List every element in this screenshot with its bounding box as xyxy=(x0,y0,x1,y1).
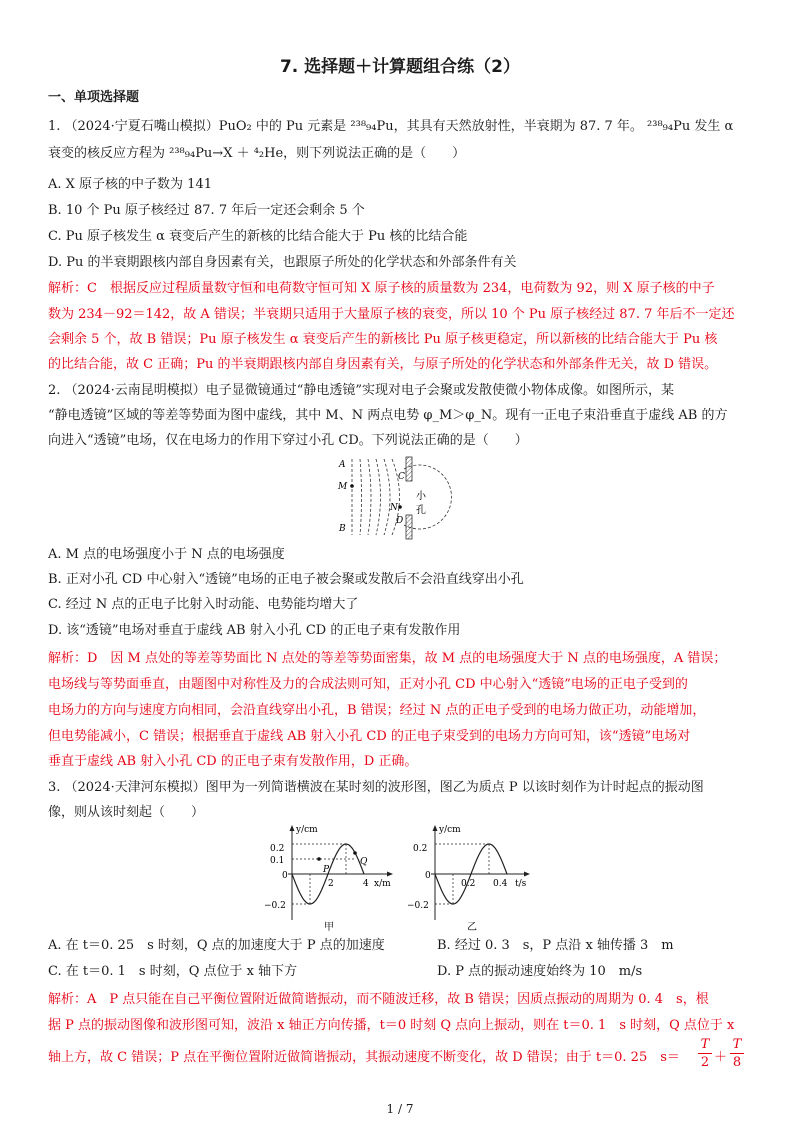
xtick-2: 2 xyxy=(328,879,334,889)
label-hole-1: 小 xyxy=(416,491,426,502)
xtick-0.2: 0.2 xyxy=(461,879,476,889)
q2-analysis-line-3: 电场力的方向与速度方向相同，会沿直线穿出小孔，B 错误；经过 N 点的正电子受到的电场力做正功，动能增加， xyxy=(48,703,706,718)
q2-analysis-line-2: 电场线与等势面垂直，由题图中对称性及力的合成法则可知，正对小孔 CD 中心射入“透镜”电场的正电子受到的 xyxy=(48,677,688,692)
label-b: B xyxy=(339,524,346,534)
point-p xyxy=(317,857,321,861)
ytick-0: 0 xyxy=(282,871,288,881)
q3-analysis-line-3: 轴上方，故 C 错误；P 点在平衡位置附近做简谐振动，其振动速度不断变化，故 D 错误；由于 t＝0. 25 s＝ xyxy=(48,1050,680,1065)
electrostatic-lens-figure xyxy=(330,455,470,540)
q3-option-b: B. 经过 0. 3 s，P 点沿 x 轴传播 3 m xyxy=(437,938,674,953)
fraction-2-denominator: 8 xyxy=(732,1055,742,1070)
q3-analysis-line-2: 据 P 点的振动图像和波形图可知，波沿 x 轴正方向传播，t＝0 时刻 Q 点向上振动，则在 t＝0. 1 s 时刻，Q 点位于 x xyxy=(48,1018,735,1033)
q2-option-c: C. 经过 N 点的正电子比射入时动能、电势能均增大了 xyxy=(48,597,359,612)
ytick-minus-0.2: −0.2 xyxy=(264,901,286,911)
fraction-1-numerator: T xyxy=(698,1036,712,1054)
x-arrow xyxy=(387,872,393,877)
q2-option-a: A. M 点的电场强度小于 N 点的电场强度 xyxy=(48,547,285,562)
vibration-graph-yi xyxy=(405,822,535,934)
y-arrow xyxy=(433,825,438,831)
q3-option-a: A. 在 t＝0. 25 s 时刻，Q 点的加速度大于 P 点的加速度 xyxy=(48,938,385,953)
label-a: A xyxy=(339,460,346,470)
page-number: 1 / 7 xyxy=(386,1102,414,1116)
point-q xyxy=(353,851,357,855)
fraction-1 xyxy=(698,1036,712,1071)
q1-analysis-line-4: 的比结合能，故 C 正确；Pu 的半衰期跟核内部自身因素有关，与原子所处的化学状态和外部条件无关，故 D 错误。 xyxy=(48,357,718,372)
q2-analysis-line-1: 解析：D 因 M 点处的等差等势面比 N 点处的等差等势面密集，故 M 点的电场强度大于 N 点的电场强度，A 错误； xyxy=(48,651,727,666)
q2-stem-line-2: “静电透镜”区域的等差等势面为图中虚线，其中 M、N 两点电势 φ_M＞φ_N。现有一正电子束沿垂直于虚线 AB 的方 xyxy=(48,408,728,423)
q3-analysis-line-1: 解析：A P 点只能在自己平衡位置附近做简谐振动，而不随波迁移，故 B 错误；因质点振动的周期为 0. 4 s，根 xyxy=(48,992,709,1007)
label-hole-2: 孔 xyxy=(416,505,426,516)
q3-option-d: D. P 点的振动速度始终为 10 m/s xyxy=(437,964,643,979)
label-q: Q xyxy=(360,857,368,867)
x-arrow xyxy=(524,872,530,877)
q2-stem-line-1: 2. （2024·云南昆明模拟）电子显微镜通过“静电透镜”实现对电子会聚或发散使微小物体成像。如图所示，某 xyxy=(48,383,675,398)
ylabel: y/cm xyxy=(296,825,318,835)
ytick-minus-0.2: −0.2 xyxy=(407,901,429,911)
q3-stem-line-2: 像，则从该时刻起（ ） xyxy=(48,805,205,820)
q1-option-c: C. Pu 原子核发生 α 衰变后产生的新核的比结合能大于 Pu 核的比结合能 xyxy=(48,229,468,244)
point-n xyxy=(398,505,402,509)
q1-stem-line-1: 1. （2024·宁夏石嘴山模拟）PuO₂ 中的 Pu 元素是 ²³⁸₉₄Pu，其具有天然放射性，半衰期为 87. 7 年。 ²³⁸₉₄Pu 发生 α xyxy=(48,119,734,134)
label-m: M xyxy=(338,482,348,492)
label-n: N xyxy=(390,503,398,513)
fraction-plus: ＋ xyxy=(714,1050,728,1065)
ytick-0.2: 0.2 xyxy=(270,844,285,854)
xtick-4: 4 xyxy=(363,879,369,889)
q1-option-a: A. X 原子核的中子数为 141 xyxy=(48,177,212,192)
q3-stem-line-1: 3. （2024·天津河东模拟）图甲为一列简谐横波在某时刻的波形图，图乙为质点 P 以该时刻作为计时起点的振动图 xyxy=(48,780,704,795)
q1-analysis-line-1: 解析：C 根据反应过程质量数守恒和电荷数守恒可知 X 原子核的质量数为 234，电荷数为 92，则 X 原子核的中子 xyxy=(48,281,715,296)
q2-option-d: D. 该“透镜”电场对垂直于虚线 AB 射入小孔 CD 的正电子束有发散作用 xyxy=(48,623,461,638)
q1-option-b: B. 10 个 Pu 原子核经过 87. 7 年后一定还会剩余 5 个 xyxy=(48,203,365,218)
ytick-0.2: 0.2 xyxy=(413,844,428,854)
caption-yi: 乙 xyxy=(467,922,477,933)
fraction-2-numerator: T xyxy=(730,1036,744,1054)
ylabel: y/cm xyxy=(439,825,461,835)
xtick-0.4: 0.4 xyxy=(493,879,508,889)
q1-stem-line-2: 衰变的核反应方程为 ²³⁸₉₄Pu→X ＋ ⁴₂He，则下列说法正确的是（ ） xyxy=(48,146,466,161)
q2-analysis-line-5: 垂直于虚线 AB 射入小孔 CD 的正电子束有发散作用，D 正确。 xyxy=(48,754,418,769)
label-d: D xyxy=(396,516,404,526)
xlabel: x/m xyxy=(374,879,391,889)
page-title: 7. 选择题＋计算题组合练（2） xyxy=(279,57,521,77)
ytick-0: 0 xyxy=(425,871,431,881)
upper-plate xyxy=(406,457,412,481)
lower-plate xyxy=(406,515,412,539)
wave-graph-jia xyxy=(262,822,397,934)
point-m xyxy=(350,484,354,488)
label-p: P xyxy=(323,865,330,875)
fraction-1-denominator: 2 xyxy=(700,1055,710,1070)
section-heading: 一、单项选择题 xyxy=(48,90,140,105)
q1-analysis-line-3: 会剩余 5 个，故 B 错误；Pu 原子核发生 α 衰变后产生的新核比 Pu 原子核更稳定，所以新核的比结合能大于 Pu 核 xyxy=(48,332,718,347)
xlabel: t/s xyxy=(515,879,527,889)
q1-option-d: D. Pu 的半衰期跟核内部自身因素有关，也跟原子所处的化学状态和外部条件有关 xyxy=(48,255,517,270)
y-arrow xyxy=(290,825,295,831)
q3-option-c: C. 在 t＝0. 1 s 时刻，Q 点位于 x 轴下方 xyxy=(48,964,298,979)
q2-analysis-line-4: 但电势能减小，C 错误；根据垂直于虚线 AB 射入小孔 CD 的正电子束受到的电场力方向可知，该“透镜”电场对 xyxy=(48,729,691,744)
label-c: C xyxy=(398,472,405,482)
q1-analysis-line-2: 数为 234－92＝142，故 A 错误；半衰期只适用于大量原子核的衰变，所以 10 个 Pu 原子核经过 87. 7 年后不一定还 xyxy=(48,307,735,322)
fraction-2 xyxy=(730,1036,744,1071)
caption-jia: 甲 xyxy=(324,922,334,933)
q2-option-b: B. 正对小孔 CD 中心射入“透镜”电场的正电子被会聚或发散后不会沿直线穿出小孔 xyxy=(48,572,524,587)
q2-stem-line-3: 向进入“透镜”电场，仅在电场力的作用下穿过小孔 CD。下列说法正确的是（ ） xyxy=(48,433,528,448)
ytick-0.1: 0.1 xyxy=(270,856,285,866)
